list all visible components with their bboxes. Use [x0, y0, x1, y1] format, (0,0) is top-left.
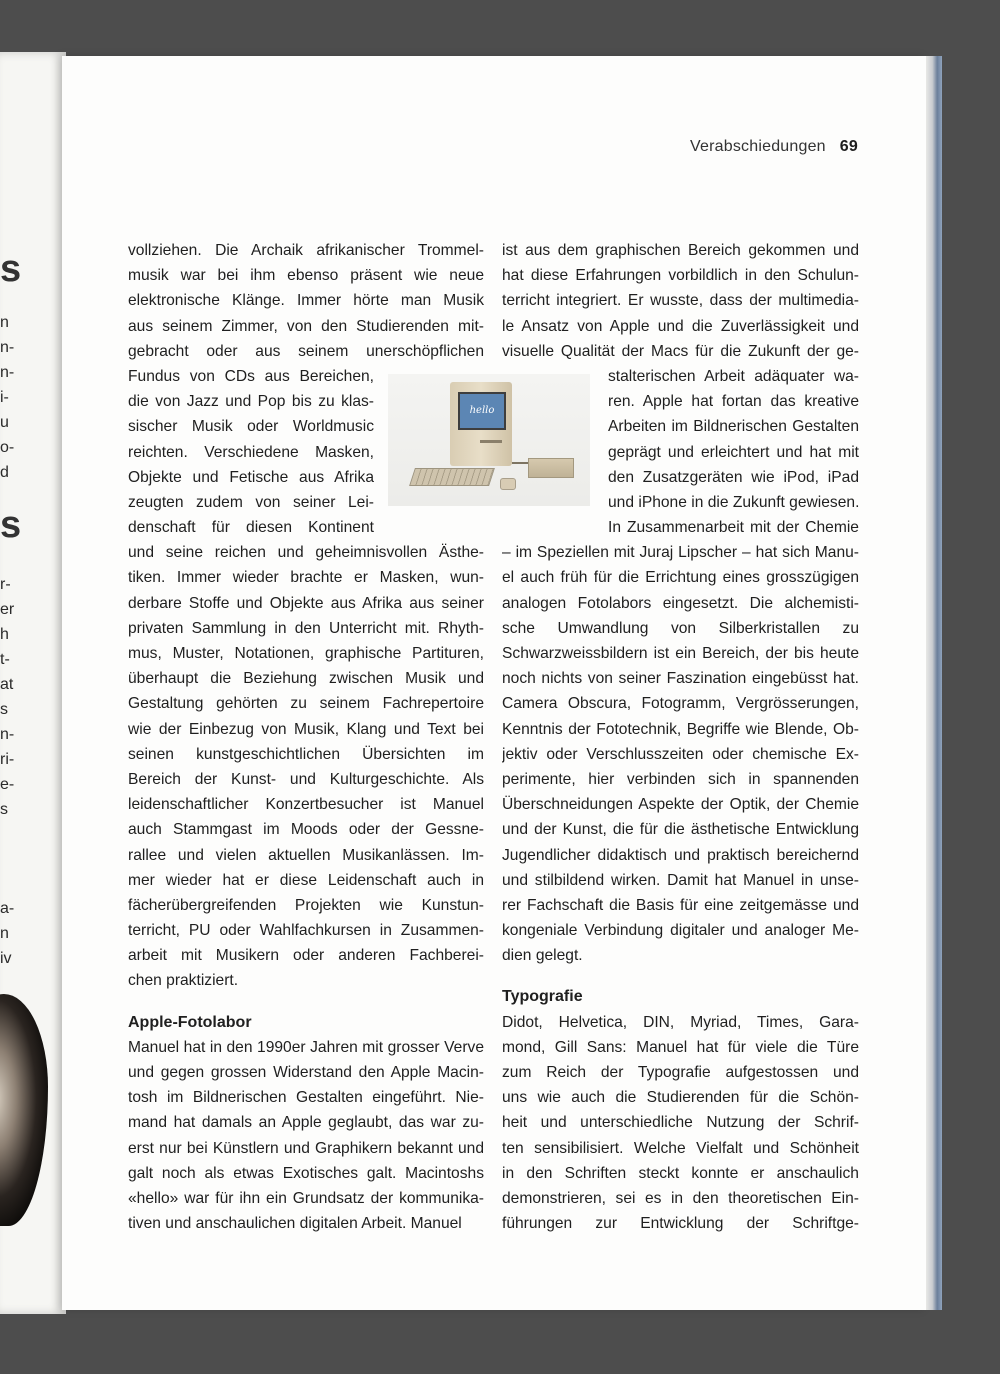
fragment-line: u	[0, 414, 9, 431]
body-line: Gestaltung gehörten zu seinem Fachrepertoire	[128, 695, 484, 713]
fragment-line: er	[0, 601, 15, 618]
body-line: stalterischen Arbeit adäquater wa-	[608, 367, 859, 385]
mac-mouse	[500, 478, 516, 490]
body-line: zeugten zudem von seiner Lei-	[128, 493, 374, 511]
body-line: reichten. Verschiedene Masken,	[128, 443, 374, 461]
fragment-big-letter-top: s	[0, 248, 22, 290]
body-line: Camera Obscura, Fotogramm, Vergrösserungen,	[502, 695, 859, 713]
fragment-column-c	[0, 896, 60, 971]
body-line: noch nichts von seiner Faszination eingebüsst hat.	[502, 670, 859, 688]
fragment-line: ri-	[0, 751, 15, 768]
body-line: und stilbildend wirken. Damit hat Manuel in unse-	[502, 871, 859, 889]
body-line: mus, Muster, Notationen, graphische Partituren,	[128, 645, 484, 662]
facing-page-fragment	[0, 52, 66, 1314]
body-line: le Ansatz von Apple und die Zuverlässigkeit und	[502, 317, 859, 335]
african-mask-photo	[0, 994, 48, 1226]
fragment-line: r-	[0, 576, 11, 593]
fragment-line: o-	[0, 439, 15, 456]
body-line: sche Umwandlung von Silberkristallen zu	[502, 619, 859, 637]
body-line: tiven und anschaulichen digitalen Arbeit. Manuel	[128, 1215, 462, 1233]
body-line: ist aus dem graphischen Bereich gekommen und	[502, 242, 859, 259]
body-line: hat diese Erfahrungen vorbildlich in den Schulun-	[502, 267, 859, 285]
body-line: elektronische Klänge. Immer hörte man Musik	[128, 292, 484, 310]
body-line: und iPhone in die Zukunft gewiesen.	[608, 493, 859, 511]
body-line: in den Schriften steckt konnte er anschaulich	[502, 1164, 859, 1182]
body-line: auch Stammgast im Moods oder der Gessne-	[128, 821, 484, 839]
fragment-line: s	[0, 801, 8, 818]
body-line: sischer Musik oder Worldmusic	[128, 418, 374, 436]
fragment-column-a	[0, 310, 60, 485]
mac-keyboard	[409, 468, 495, 486]
body-line: Didot, Helvetica, DIN, Myriad, Times, Gara-	[502, 1013, 859, 1031]
body-line: fächerübergreifenden Projekten wie Kunstun-	[128, 896, 484, 914]
fragment-line: n	[0, 314, 9, 331]
mac-screen-hello: hello	[458, 392, 506, 430]
body-line: privaten Sammlung in den Unterricht mit. Rhyth-	[128, 619, 484, 637]
body-line: aus seinem Zimmer, von den Studierenden mit-	[128, 317, 484, 335]
body-line: seinen kunstgeschichtlichen Übersichten im	[128, 745, 484, 763]
body-line: perimente, hier verbinden sich in spannenden	[502, 770, 859, 788]
body-line: «hello» war für ihn ein Grundsatz der kommunika-	[128, 1189, 484, 1207]
body-line: terricht integriert. Er wusste, dass der multimedia-	[502, 292, 859, 310]
body-line: dien gelegt.	[502, 947, 583, 965]
fragment-line: n-	[0, 339, 15, 356]
body-line: musik war bei ihm ebenso präsent wie neue	[128, 267, 484, 285]
body-line: analogen Fotolabors eingesetzt. Die alchemisti-	[502, 594, 859, 612]
body-line: – im Speziellen mit Juraj Lipscher – hat sich Manu-	[502, 544, 859, 562]
fragment-line: n	[0, 925, 9, 942]
body-line: und seine reichen und geheimnisvollen Ästhe-	[128, 544, 484, 562]
body-line: ten sensibilisiert. Welche Vielfalt und Schönheit	[502, 1139, 859, 1157]
body-line: Überschneidungen Aspekte der Optik, der Chemie	[502, 796, 859, 814]
external-drive	[528, 458, 574, 478]
section-title: Verabschiedungen	[690, 138, 826, 155]
running-head	[690, 138, 858, 156]
body-line: ren. Apple hat fortan das kreative	[608, 393, 859, 411]
body-line: gebracht oder aus seinem unerschöpflichen	[128, 342, 484, 360]
body-line: uns wie auch die Studierenden für die Schön-	[502, 1089, 859, 1107]
fragment-big-letter-mid: s	[0, 504, 22, 546]
fragment-line: n-	[0, 364, 15, 381]
section-heading-typografie: Typografie	[502, 988, 583, 1006]
body-line: Bereich der Kunst- und Kulturgeschichte. Als	[128, 770, 484, 788]
body-line: geprägt und erleichtert und hat mit	[608, 443, 859, 461]
macintosh-computer	[450, 382, 512, 466]
fragment-line: i-	[0, 389, 9, 406]
body-line: wie der Einbezug von Musik, Klang und Text bei	[128, 720, 484, 738]
body-line: überhaupt die Beziehung zwischen Musik und	[128, 670, 484, 688]
body-line: arbeit mit Musikern oder anderen Fachberei-	[128, 947, 484, 965]
body-line: und gegen grossen Widerstand den Apple Macin-	[128, 1064, 484, 1081]
fragment-line: at	[0, 676, 14, 693]
fragment-line: n-	[0, 726, 15, 743]
body-line: führungen zur Entwicklung der Schriftge-	[502, 1215, 859, 1233]
body-line: zum Reich der Typografie aufgestossen und	[502, 1064, 859, 1081]
body-line: jektiv oder Verschlusszeiten oder chemische Ex-	[502, 745, 859, 763]
body-line: erst nur bei Künstlern und Graphikern bekannt und	[128, 1139, 484, 1157]
body-line: heit und unterschiedliche Nutzung der Schrif-	[502, 1114, 859, 1132]
body-line: vollziehen. Die Archaik afrikanischer Trommel-	[128, 242, 484, 259]
fragment-line: s	[0, 701, 8, 718]
body-line: demonstrieren, sei es in den theoretischen Ein-	[502, 1189, 859, 1207]
fragment-line: t-	[0, 651, 10, 668]
body-line: terricht, PU oder Wahlfachkursen in Zusammen-	[128, 922, 484, 940]
body-line: mond, Gill Sans: Manuel hat für viele die Türe	[502, 1038, 859, 1056]
body-line: leidenschaftlicher Konzertbesucher ist Manuel	[128, 796, 484, 814]
body-line: tiken. Immer wieder brachte er Masken, wun-	[128, 569, 484, 587]
floppy-slot	[480, 440, 502, 443]
fragment-line: a-	[0, 900, 15, 917]
book-page	[62, 56, 928, 1310]
body-line: die von Jazz und Pop bis zu klas-	[128, 393, 374, 411]
body-line: den Zusatzgeräten wie iPod, iPad	[608, 468, 859, 486]
body-line: Jugendlicher didaktisch und praktisch bereichernd	[502, 846, 859, 864]
body-line: denschaft für diesen Kontinent	[128, 519, 374, 537]
macintosh-photo	[388, 374, 590, 506]
section-heading-apple-fotolabor: Apple-Fotolabor	[128, 1013, 252, 1031]
body-line: In Zusammenarbeit mit der Chemie	[608, 519, 859, 537]
fragment-line: d	[0, 464, 9, 481]
body-line: mand hat damals an Apple geglaubt, das war zu-	[128, 1114, 484, 1132]
fragment-line: iv	[0, 950, 12, 967]
body-line: galt noch als etwas Exotisches galt. Macintoshs	[128, 1164, 484, 1182]
body-line: mer wieder hat er diese Leidenschaft auch in	[128, 871, 484, 889]
body-line: visuelle Qualität der Macs für die Zukunft der ge-	[502, 342, 859, 360]
fragment-line: h	[0, 626, 9, 643]
body-line: tosh im Bildnerischen Gestalten eingeführt. Nie-	[128, 1089, 484, 1107]
body-line: el auch früh für die Errichtung eines grosszügigen	[502, 569, 859, 587]
body-line: rallee und vielen aktuellen Musikanlässen. Im-	[128, 846, 484, 864]
body-line: Schwarzweissbildern ist ein Bereich, der bis heute	[502, 645, 859, 662]
body-line: chen praktiziert.	[128, 972, 239, 990]
page-number: 69	[839, 138, 858, 155]
body-line: Objekte und Fetische aus Afrika	[128, 468, 374, 486]
body-line: derbare Stoffe und Objekte aus Afrika aus seiner	[128, 594, 484, 612]
fragment-column-b	[0, 572, 60, 822]
fragment-line: e-	[0, 776, 15, 793]
body-line: und der Kunst, die für die ästhetische Entwicklung	[502, 821, 859, 839]
page-edge	[926, 56, 942, 1310]
body-line: kongeniale Verbindung digitaler und analoger Me-	[502, 922, 859, 940]
body-line: Fundus von CDs aus Bereichen,	[128, 367, 374, 385]
body-line: rer Fachschaft die Basis für eine zeitgemässe und	[502, 896, 859, 914]
body-line: Kenntnis der Fototechnik, Begriffe wie Blende, Ob-	[502, 720, 859, 738]
body-line: Manuel hat in den 1990er Jahren mit grosser Verve	[128, 1038, 484, 1056]
body-line: Arbeiten im Bildnerischen Gestalten	[608, 418, 859, 436]
